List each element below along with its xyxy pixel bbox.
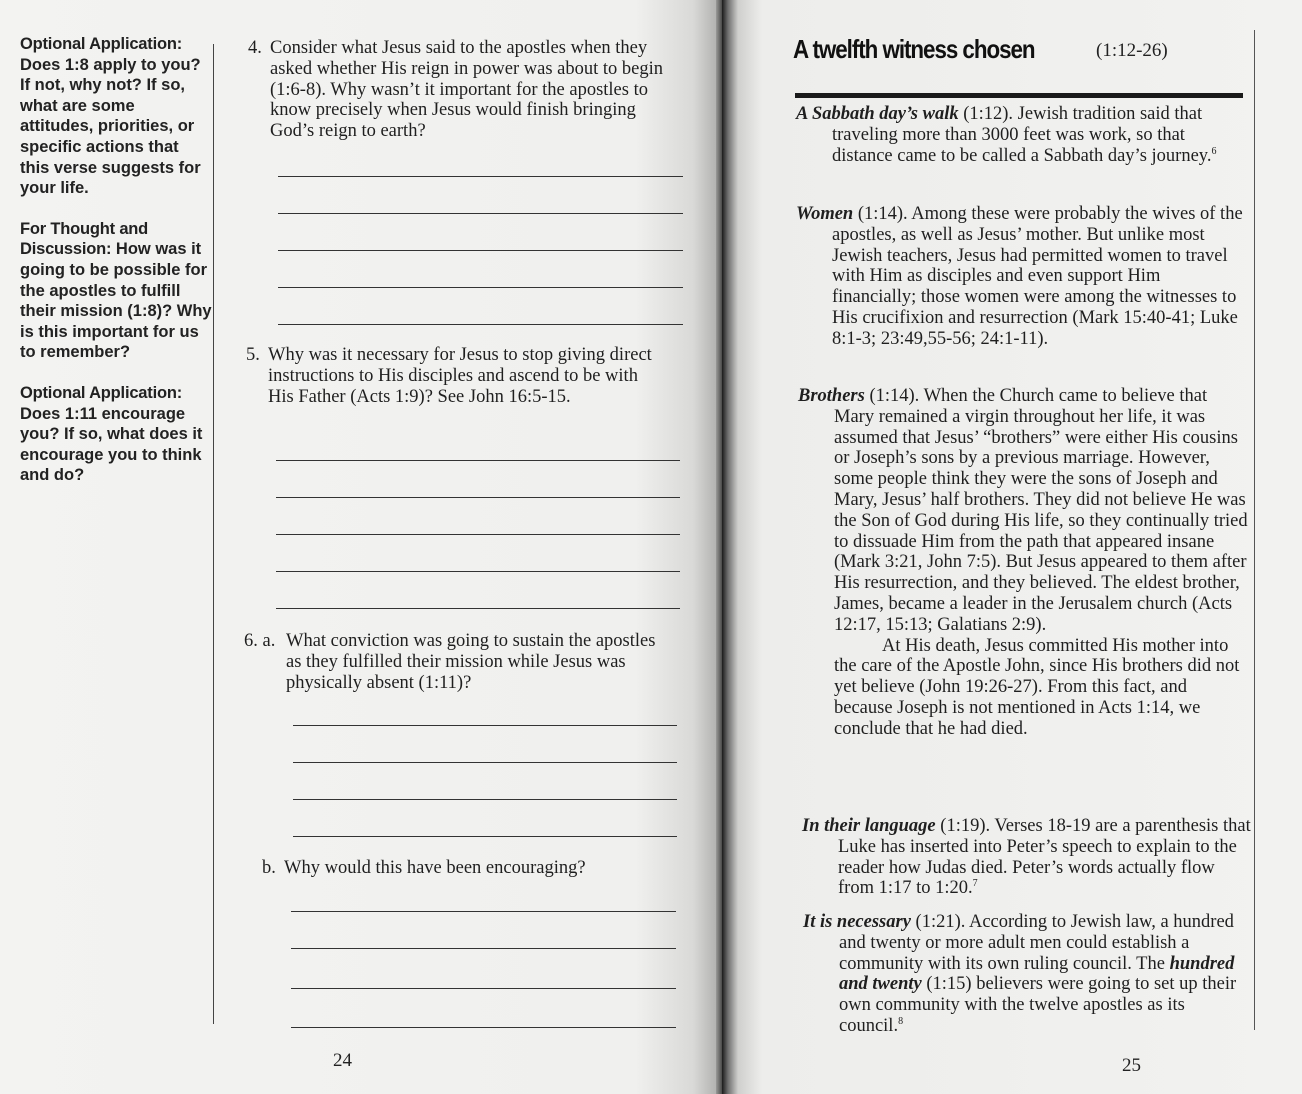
answer-line[interactable] bbox=[293, 725, 677, 726]
entry-term: Brothers bbox=[798, 386, 865, 406]
entry-term: It is necessary bbox=[803, 912, 911, 932]
sidebar-note-text: How was it going to be possible for the apostles to fulfill their mission (1:8)? Why is this important for us to remember? bbox=[20, 240, 212, 362]
answer-line[interactable] bbox=[276, 534, 680, 535]
entry-text-continued: (1:15) believers were going to set up their own community with the twelve apostles as its council. bbox=[839, 974, 1237, 1036]
section-title: A twelfth witness chosen bbox=[793, 34, 1035, 64]
sidebar-note-optional-application-1 bbox=[20, 34, 212, 199]
answer-line[interactable] bbox=[278, 324, 683, 325]
entry-term: Women bbox=[796, 204, 854, 224]
page-number-left: 24 bbox=[333, 1050, 352, 1071]
entry-text: (1:14). When the Church came to believe that Mary remained a virgin throughout her life, it was assumed that Jesus’ “brothers” were either His cousins or Joseph’s sons by a previous marriage. However, some people think they were the sons of Joseph and Mary, Jesus’ half brothers. They did not believe He was the Son of God during His life, so they continually tried to dissuade Him from the path that appeared insane (Mark 3:21, John 7:5). But Jesus appeared to them after His resurrection, and they believed. The eldest brother, James, became a leader in the Jerusalem church (Acts 12:17, 15:13; Galatians 2:9). bbox=[834, 386, 1248, 635]
sidebar-note-label: Optional Application: bbox=[20, 35, 183, 53]
footnote-marker: 6 bbox=[1211, 145, 1217, 157]
entry-in-their-language bbox=[802, 816, 1252, 899]
entry-women bbox=[796, 204, 1246, 350]
sidebar-note-text: Does 1:11 encourage you? If so, what does it encourage you to think and do? bbox=[20, 404, 203, 485]
answer-line[interactable] bbox=[276, 608, 680, 609]
entry-text: (1:21). According to Jewish law, a hundred and twenty or more adult men could establish a community with its own ruling council. The bbox=[839, 912, 1234, 974]
entry-term: In their language bbox=[802, 816, 936, 836]
answer-line[interactable] bbox=[278, 250, 683, 251]
section-title-reference: (1:12-26) bbox=[1096, 40, 1168, 61]
answer-line[interactable] bbox=[276, 571, 680, 572]
entry-text-continued: At His death, Jesus committed His mother into the care of the Apostle John, since His brothers did not yet believe (John 19:26-27). From this fact, and because Joseph is not mentioned in Acts 1:14, we conclude that he had died. bbox=[834, 635, 1240, 739]
answer-line[interactable] bbox=[293, 799, 677, 800]
question-text: Why would this have been encouraging? bbox=[284, 858, 586, 878]
entry-term-inline: hundred and twenty bbox=[839, 953, 1235, 995]
entry-sabbath bbox=[796, 104, 1246, 166]
answer-line[interactable] bbox=[293, 836, 677, 837]
sidebar-note-thought-discussion bbox=[20, 219, 212, 363]
right-margin-rule bbox=[1254, 30, 1255, 1030]
question-number: 4. bbox=[248, 38, 262, 58]
footnote-marker: 7 bbox=[972, 878, 978, 890]
question-text: Consider what Jesus said to the apostles when they asked whether His reign in power was about to begin (1:6-8). Why wasn’t it important for the apostles to know precisely when Jesus would finish bringing God’s reign to earth? bbox=[270, 38, 664, 142]
page-number-right: 25 bbox=[1122, 1055, 1141, 1076]
question-number: b. bbox=[262, 858, 276, 878]
sidebar-note-text: Does 1:8 apply to you? If not, why not? If so, what are some attitudes, priorities, or specific actions that this verse suggests for your life. bbox=[20, 55, 201, 198]
entry-term: A Sabbath day’s walk bbox=[796, 104, 959, 124]
answer-line[interactable] bbox=[276, 497, 680, 498]
title-rule bbox=[795, 93, 1243, 98]
question-text: Why was it necessary for Jesus to stop giving direct instructions to His disciples and ascend to be with His Father (Acts 1:9)? See John 16:5-15. bbox=[268, 345, 652, 407]
entry-text: (1:12). Jewish tradition said that traveling more than 3000 feet was work, so that distance came to be called a Sabbath day’s journey. bbox=[832, 104, 1212, 166]
sidebar-divider bbox=[213, 44, 214, 1024]
question-number: 6. a. bbox=[244, 631, 276, 651]
question-number: 5. bbox=[246, 345, 260, 365]
answer-line[interactable] bbox=[291, 988, 676, 989]
answer-line[interactable] bbox=[278, 287, 683, 288]
footnote-marker: 8 bbox=[898, 1015, 904, 1027]
answer-line[interactable] bbox=[291, 911, 676, 912]
entry-it-is-necessary bbox=[803, 912, 1251, 1037]
answer-line[interactable] bbox=[291, 948, 676, 949]
answer-line[interactable] bbox=[293, 762, 677, 763]
sidebar-notes bbox=[20, 34, 212, 506]
sidebar-note-label: Optional Application: bbox=[20, 383, 183, 402]
answer-line[interactable] bbox=[278, 213, 683, 214]
entry-brothers bbox=[798, 386, 1248, 740]
entry-text: (1:14). Among these were probably the wives of the apostles, as well as Jesus’ mother. But unlike most Jewish teachers, Jesus had permitted women to travel with Him as disciples and even support Him financially; those women were among the witnesses to His crucifixion and resurrection (Mark 15:40-41; Luke 8:1-3; 23:49,55-56; 24:1-11). bbox=[832, 204, 1243, 349]
answer-line[interactable] bbox=[291, 1027, 676, 1028]
answer-line[interactable] bbox=[278, 176, 683, 177]
entry-text: (1:19). Verses 18-19 are a parenthesis that Luke has inserted into Peter’s speech to explain to the reader how Judas died. Peter’s words actually flow from 1:17 to 1:20. bbox=[838, 816, 1251, 899]
sidebar-note-optional-application-2 bbox=[20, 383, 212, 486]
answer-line[interactable] bbox=[276, 460, 680, 461]
question-text: What conviction was going to sustain the apostles as they fulfilled their mission while Jesus was physically absent (1:11)? bbox=[286, 631, 656, 693]
sidebar-note-label: For Thought and Discussion: bbox=[20, 219, 149, 259]
